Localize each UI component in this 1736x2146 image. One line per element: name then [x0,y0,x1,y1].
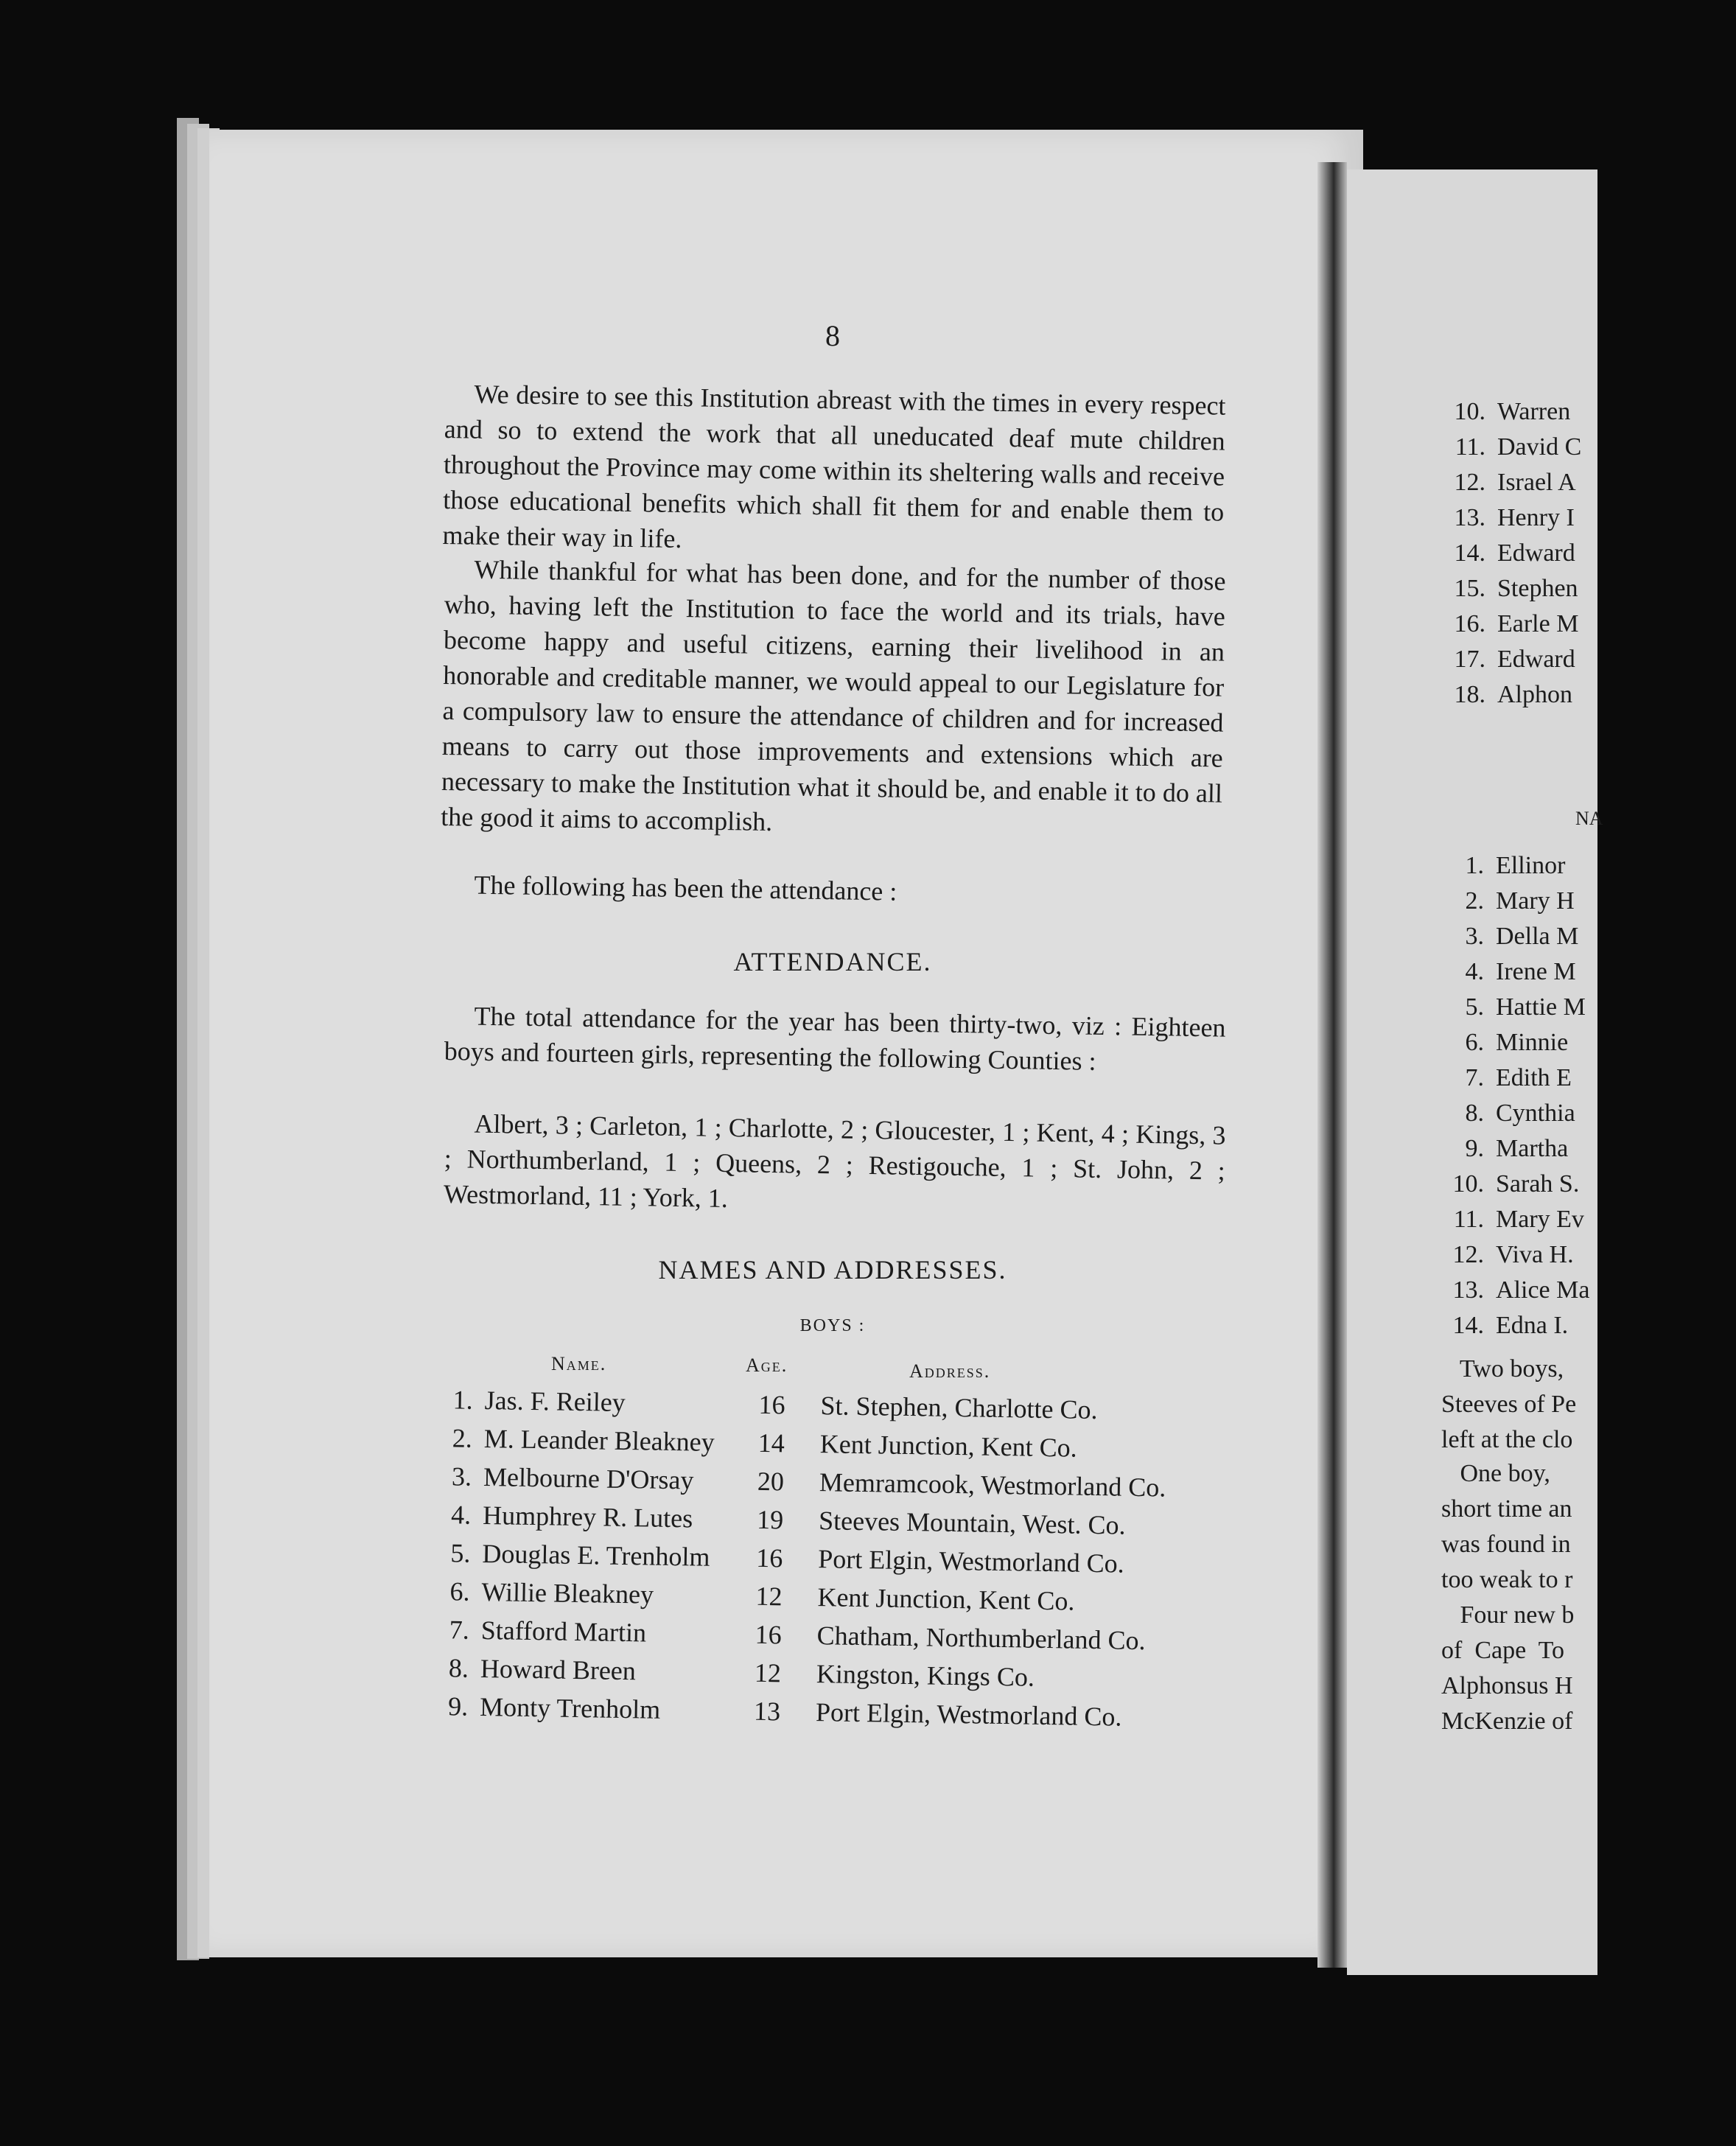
right-paragraph: Two boys, Steeves of Pe left at the clo [1441,1355,1577,1453]
paragraph-intro: We desire to see this Institution abreast with the times in every respect and so to extend the work that all uneducated deaf mute children throughout the Province may come within its sheltering walls and receive those educational benefits which shall fit them for and enable them to make their way in life. [442,379,1226,554]
row-number: 5. [450,1538,471,1568]
girl-name: Irene M [1496,958,1576,985]
boy-age: 19 [756,1504,784,1535]
boy-age: 16 [756,1542,783,1573]
girl-name: Ellinor [1496,852,1566,879]
row-number: 15. [1454,575,1485,602]
row-number: 13. [1452,1276,1484,1304]
boy-address: Memramcook, Westmorland Co. [819,1467,1166,1503]
attendance-heading: ATTENDANCE. [733,947,932,976]
row-number: 13. [1454,504,1485,531]
girl-name: Hattie M [1496,993,1586,1021]
row-number: 7. [1465,1064,1484,1091]
row-number: 1. [452,1385,473,1415]
row-number: 5. [1465,993,1484,1021]
boys-label: BOYS : [799,1316,866,1335]
row-number: 4. [450,1500,472,1530]
row-number: 9. [1465,1135,1484,1162]
boy-age: 16 [758,1389,785,1420]
girl-name: Alice Ma [1496,1276,1590,1304]
row-number: 2. [1465,887,1484,915]
boy-address: Kent Junction, Kent Co. [817,1582,1075,1616]
row-number: 8. [448,1653,469,1683]
boy-name: Jas. F. Reiley [484,1385,626,1418]
boy-name: Warren [1497,398,1571,425]
boy-age: 14 [757,1427,785,1458]
right-paragraph: Four new b of Cape To Alphonsus H McKenzie of [1441,1601,1575,1735]
boy-name: Henry I [1497,504,1575,531]
girl-name: Della M [1496,923,1579,950]
boy-name: Humphrey R. Lutes [482,1500,693,1534]
row-number: 6. [1465,1029,1484,1056]
row-number: 7. [449,1615,470,1645]
girl-name: Edna I. [1496,1312,1569,1339]
boy-address: Port Elgin, Westmorland Co. [815,1697,1122,1732]
boy-name: Stafford Martin [480,1615,647,1648]
boy-address: St. Stephen, Charlotte Co. [820,1391,1098,1425]
boy-age: 13 [753,1696,781,1727]
boy-name: Melbourne D'Orsay [483,1461,694,1495]
column-header-address: Address. [909,1360,991,1382]
girl-name: Sarah S. [1496,1170,1580,1198]
right-paragraph: One boy, short time an was found in too weak to r [1441,1460,1573,1593]
boy-name: David C [1497,433,1582,461]
boy-name: Douglas E. Trenholm [482,1538,710,1572]
girl-name: Mary Ev [1496,1206,1584,1233]
names-heading: NAMES AND ADDRESSES. [658,1255,1007,1285]
girl-name: Viva H. [1496,1241,1574,1268]
boy-name: Edward [1497,539,1575,567]
row-number: 3. [1465,923,1484,950]
right-girls-heading: NA [1575,808,1603,829]
girl-name: Minnie [1496,1029,1569,1056]
column-header-age: Age. [746,1355,788,1376]
boy-name: Alphon [1497,681,1572,708]
boy-name: Earle M [1497,610,1579,637]
row-number: 18. [1454,681,1485,708]
girl-name: Mary H [1496,887,1575,915]
boy-name: Monty Trenholm [479,1691,661,1724]
row-number: 16. [1454,610,1485,637]
boy-name: M. Leander Bleakney [483,1423,715,1457]
row-number: 8. [1465,1100,1484,1127]
paragraph-appeal: While thankful for what has been done, and for the number of those who, having left the Institution to face the world and its trials, have become happy and useful citizens, earning their livelihood in an honorable and creditable manner, we would appeal to our Legislature for a compulsory law to ensure the attendance of children and for increased means to carry out those improvements and extensions which are necessary to make the Institution what it should be, and enable it to do all the good it aims to accomplish. [441,554,1226,837]
boy-name: Edward [1497,646,1575,673]
row-number: 3. [451,1461,472,1492]
row-number: 14. [1452,1312,1484,1339]
girl-name: Edith E [1496,1064,1572,1091]
boy-name: Stephen [1497,575,1578,602]
boy-address: Kent Junction, Kent Co. [819,1429,1078,1463]
row-number: 1. [1465,852,1484,879]
row-number: 2. [452,1423,473,1453]
boy-address: Chatham, Northumberland Co. [816,1621,1146,1656]
boy-age: 20 [757,1466,785,1497]
row-number: 9. [447,1691,469,1722]
row-number: 4. [1465,958,1484,985]
row-number: 11. [1453,1206,1484,1233]
boy-name: Israel A [1497,469,1576,496]
boy-age: 12 [755,1581,783,1612]
row-number: 17. [1454,646,1485,673]
counties-text: Albert, 3 ; Carleton, 1 ; Charlotte, 2 ; Gloucester, 1 ; Kent, 4 ; Kings, 3 ; Northumberland, 1 ; Queens, 2 ; Restigouche, 1 ; St. John, 2 ; Westmorland, 11 ; York, 1. [443,1108,1226,1214]
girl-name: Cynthia [1496,1100,1575,1127]
row-number: 12. [1454,469,1485,496]
boy-address: Steeves Mountain, West. Co. [818,1506,1126,1540]
boys-table [433,1384,1219,1741]
column-header-name: Name. [551,1353,607,1374]
row-number: 10. [1454,398,1485,425]
row-number: 12. [1452,1241,1484,1268]
row-number: 14. [1454,539,1485,567]
boy-age: 16 [755,1619,783,1650]
boy-address: Port Elgin, Westmorland Co. [818,1544,1125,1579]
row-number: 6. [449,1576,470,1607]
book-gutter [1317,162,1347,1968]
row-number: 11. [1455,433,1485,461]
boy-address: Kingston, Kings Co. [816,1659,1035,1692]
boy-age: 12 [754,1657,782,1688]
boy-name: Willie Bleakney [481,1576,654,1610]
attendance-text: The total attendance for the year has been thirty-two, viz : Eighteen boys and fourteen girls, representing the following Counties : [444,1001,1226,1076]
page-number: 8 [825,319,840,352]
girl-name: Martha [1496,1135,1569,1162]
row-number: 10. [1452,1170,1484,1198]
boy-name: Howard Breen [480,1653,637,1686]
paragraph-following: The following has been the attendance : [474,870,897,906]
